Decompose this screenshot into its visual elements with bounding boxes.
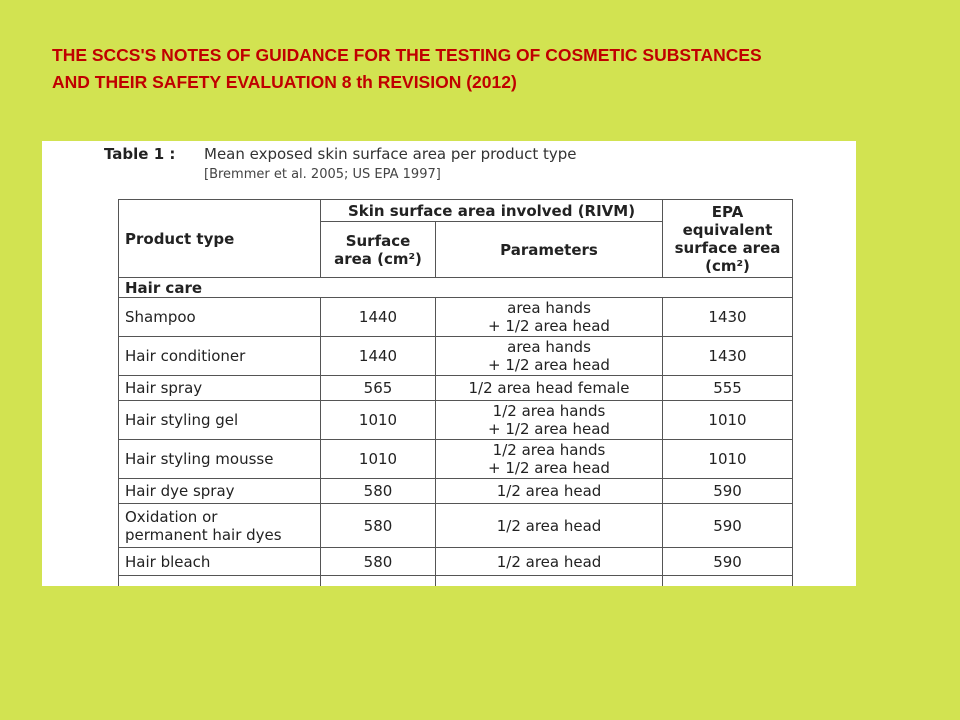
cell-surface-area: 1440 [321,298,436,337]
cell-surface-area: 1440 [321,337,436,376]
header-surface-area [321,222,436,278]
cell-parameters-line: area hands [507,299,591,317]
cell-parameters-line: 1/2 area hands [492,402,606,420]
cell-parameters-line: 1/2 area hands [492,441,606,459]
cell-empty [119,576,321,587]
cell-surface-area: 580 [321,548,436,576]
cell-epa-area: 1010 [663,401,793,440]
cell-empty [436,576,663,587]
cell-parameters [436,376,663,401]
table-row [119,504,793,548]
header-product-type: Product type [119,200,321,278]
cell-parameters-line: + 1/2 area head [488,459,610,477]
slide-title [52,42,932,96]
cell-parameters [436,504,663,548]
table-row [119,440,793,479]
cell-parameters [436,337,663,376]
cell-product-type [119,337,321,376]
cell-epa-area: 590 [663,548,793,576]
data-table [118,199,793,586]
cell-surface-area: 580 [321,479,436,504]
cell-product-type-line: Hair conditioner [125,347,246,365]
header-rivm-group: Skin surface area involved (RIVM) [321,200,663,222]
header-parameters: Parameters [436,222,663,278]
cell-surface-area: 1010 [321,401,436,440]
cell-parameters [436,479,663,504]
cell-product-type [119,548,321,576]
cell-parameters-line: area hands [507,338,591,356]
table-row [119,479,793,504]
cell-parameters-line: 1/2 area head [496,552,602,571]
cell-epa-area: 590 [663,479,793,504]
table-source: [Bremmer et al. 2005; US EPA 1997] [204,167,441,182]
cell-product-type [119,479,321,504]
cell-empty [663,576,793,587]
cell-product-type [119,401,321,440]
slide-title-line-1: THE SCCS'S NOTES OF GUIDANCE FOR THE TESTING OF COSMETIC SUBSTANCES [52,45,762,65]
cell-parameters [436,548,663,576]
cell-parameters [436,401,663,440]
slide-title-line-2: AND THEIR SAFETY EVALUATION 8 th REVISION (2012) [52,72,517,92]
table-row-partial [119,576,793,587]
cell-product-type [119,440,321,479]
cell-parameters [436,298,663,337]
cell-surface-area: 580 [321,504,436,548]
cell-epa-area: 1430 [663,337,793,376]
cell-parameters-line: + 1/2 area head [488,356,610,374]
cell-product-type-line: Hair bleach [125,552,211,571]
cell-parameters [436,440,663,479]
cell-surface-area: 565 [321,376,436,401]
cell-product-type-line: Oxidation or [125,507,218,526]
cell-product-type-line: Shampoo [125,308,196,326]
cell-product-type [119,376,321,401]
table-row [119,376,793,401]
cell-parameters-line: + 1/2 area head [488,420,610,438]
cell-epa-area: 555 [663,376,793,401]
table-row [119,337,793,376]
table-row [119,298,793,337]
header-epa-line: equivalent [682,220,773,239]
table-caption-text: Mean exposed skin surface area per product type [204,145,577,163]
cell-product-type [119,504,321,548]
header-epa-line: (cm²) [705,256,750,275]
table-image-panel [42,141,856,586]
cell-parameters-line: 1/2 area head female [468,379,630,397]
cell-product-type-line: Hair dye spray [125,482,235,500]
category-row-hair-care: Hair care [119,278,793,298]
cell-product-type-line: permanent hair dyes [125,525,282,544]
header-surface-line: Surface [345,231,411,250]
cell-product-type-line: Hair styling mousse [125,450,274,468]
table-row [119,548,793,576]
table-row [119,401,793,440]
header-epa-line: surface area [674,238,781,257]
header-epa [663,200,793,278]
cell-empty [321,576,436,587]
cell-parameters-line: 1/2 area head [496,482,602,500]
cell-product-type-line: Hair spray [125,379,203,397]
cell-surface-area: 1010 [321,440,436,479]
cell-epa-area: 590 [663,504,793,548]
header-surface-line: area (cm²) [334,249,422,268]
cell-parameters-line: + 1/2 area head [488,317,610,335]
cell-epa-area: 1010 [663,440,793,479]
table-label: Table 1 : [104,145,176,163]
cell-epa-area: 1430 [663,298,793,337]
cell-parameters-line: 1/2 area head [496,516,602,535]
header-epa-line: EPA [711,202,744,221]
cell-product-type-line: Hair styling gel [125,411,239,429]
cell-product-type [119,298,321,337]
